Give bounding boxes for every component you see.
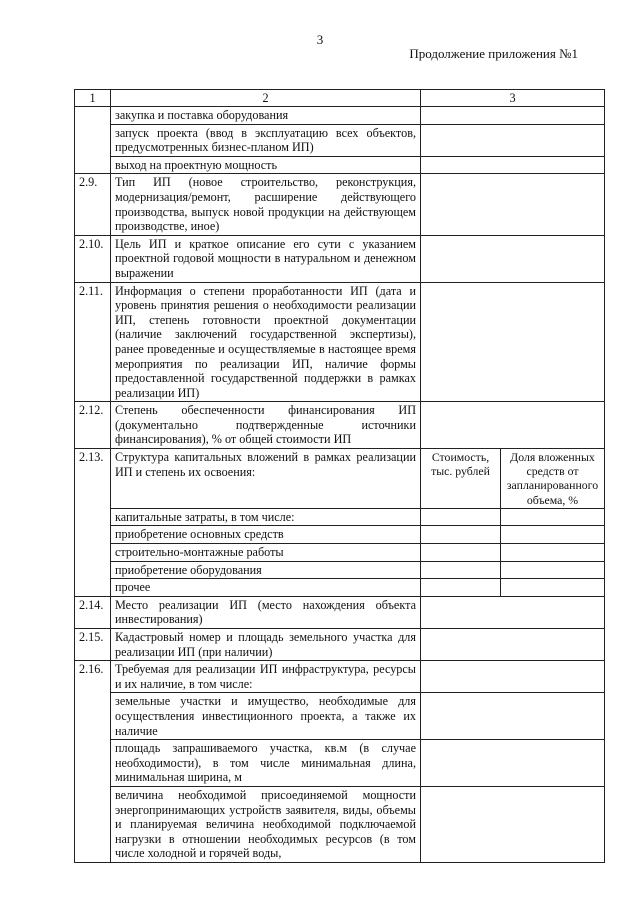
table-row: [75, 740, 605, 787]
value-cell: [421, 596, 605, 628]
value-cell: [501, 526, 605, 544]
table-row: [75, 596, 605, 628]
row-text: приобретение основных средств: [111, 526, 421, 544]
row-text: Кадастровый номер и площадь земельного участка для реализации ИП (при наличии): [111, 629, 421, 661]
value-cell: [421, 526, 501, 544]
row-text: Цель ИП и краткое описание его сути с указанием проектной годовой мощности в натуральном и денежном выражении: [111, 235, 421, 282]
row-text: капитальные затраты, в том числе:: [111, 508, 421, 526]
table-row: [75, 449, 605, 509]
value-cell: [421, 282, 605, 402]
row-text: приобретение оборудования: [111, 561, 421, 579]
value-cell: [421, 786, 605, 862]
value-cell: [501, 544, 605, 562]
row-text: Структура капитальных вложений в рамках реализации ИП и степень их освоения:: [111, 449, 421, 509]
table-row: [75, 174, 605, 235]
row-number: 2.15.: [75, 629, 111, 661]
page-number: 3: [316, 32, 324, 47]
table-row: [75, 156, 605, 174]
row-text: запуск проекта (ввод в эксплуатацию всех объектов, предусмотренных бизнес-планом ИП): [111, 124, 421, 156]
row-number: 2.10.: [75, 235, 111, 282]
row-number-cell: [75, 107, 111, 174]
table-row: [75, 282, 605, 402]
row-number: 2.11.: [75, 282, 111, 402]
value-cell: [421, 579, 501, 597]
row-text: Место реализации ИП (место нахождения объекта инвестирования): [111, 596, 421, 628]
value-cell: [421, 629, 605, 661]
row-number: 2.9.: [75, 174, 111, 235]
row-text: величина необходимой присоединяемой мощности энергопринимающих устройств заявителя, виды, объемы и планируемая величина необходимой подключаемой нагрузки в отношении необходимых ресурсов (в том числе холодной и горячей воды,: [111, 786, 421, 862]
row-text: Степень обеспеченности финансирования ИП (документально подтвержденные источники финансирования), % от общей стоимости ИП: [111, 402, 421, 449]
appendix-continuation-label: Продолжение приложения №1: [409, 46, 578, 61]
column-header-3: 3: [421, 90, 605, 107]
value-cell: [421, 544, 501, 562]
column-header-2: 2: [111, 90, 421, 107]
table-row: [75, 661, 605, 693]
row-text: Тип ИП (новое строительство, реконструкция, модернизация/ремонт, расширение действующего производства, выпуск новой продукции на действующем производстве, иное): [111, 174, 421, 235]
value-cell: [421, 693, 605, 740]
table-row: [75, 786, 605, 862]
row-number: 2.14.: [75, 596, 111, 628]
table-row: [75, 124, 605, 156]
table-row: [75, 579, 605, 597]
row-text: закупка и поставка оборудования: [111, 107, 421, 125]
table-row: [75, 508, 605, 526]
value-cell: [501, 579, 605, 597]
table-row: [75, 629, 605, 661]
row-text: Информация о степени проработанности ИП (дата и уровень принятия решения о необходимости реализации ИП, степень готовности проектной документации (наличие заключений государственной экспертизы), ранее проведенные и осуществляемые в настоящее время мероприятия по реализации ИП, наличие формы предоставленной государственной поддержки в рамках реализации ИП): [111, 282, 421, 402]
table-row: [75, 107, 605, 125]
value-cell: [421, 661, 605, 693]
row-text: выход на проектную мощность: [111, 156, 421, 174]
row-text: земельные участки и имущество, необходимые для осуществления инвестиционного проекта, а также их наличие: [111, 693, 421, 740]
table-row: [75, 235, 605, 282]
value-cell: [501, 561, 605, 579]
table-row: [75, 544, 605, 562]
table-row: [75, 526, 605, 544]
table-header-row: [75, 90, 605, 107]
value-cell: [421, 402, 605, 449]
value-cell: [421, 561, 501, 579]
value-cell: [421, 156, 605, 174]
value-cell: [421, 174, 605, 235]
value-cell: [421, 124, 605, 156]
row-text: Требуемая для реализации ИП инфраструктура, ресурсы и их наличие, в том числе:: [111, 661, 421, 693]
value-cell: [421, 740, 605, 787]
table-row: [75, 561, 605, 579]
row-text: строительно-монтажные работы: [111, 544, 421, 562]
row-number: 2.13.: [75, 449, 111, 597]
application-table: [74, 89, 605, 863]
table-row: [75, 402, 605, 449]
value-cell: [501, 508, 605, 526]
row-text: прочее: [111, 579, 421, 597]
table-row: [75, 693, 605, 740]
row-number: 2.16.: [75, 661, 111, 863]
column-header-1: 1: [75, 90, 111, 107]
cost-column-header: Стоимость, тыс. рублей: [421, 449, 501, 509]
row-number: 2.12.: [75, 402, 111, 449]
value-cell: [421, 107, 605, 125]
value-cell: [421, 508, 501, 526]
value-cell: [421, 235, 605, 282]
row-text: площадь запрашиваемого участка, кв.м (в случае необходимости), в том числе минимальная длина, минимальная ширина, м: [111, 740, 421, 787]
share-column-header: Доля вложенных средств от запланированного объема, %: [501, 449, 605, 509]
